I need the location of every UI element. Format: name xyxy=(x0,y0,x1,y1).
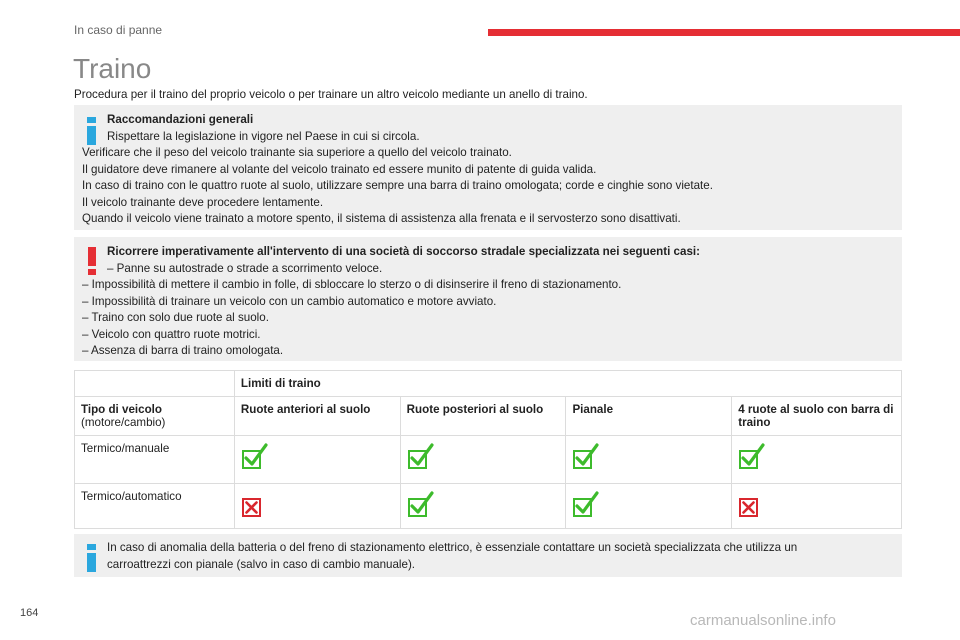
check-icon xyxy=(738,443,766,471)
warning-item: – Impossibilità di mettere il cambio in folle, di sbloccare lo sterzo o di disinserire il freno di stazionamento. xyxy=(82,278,622,291)
recommendation-line: In caso di traino con le quattro ruote al suolo, utilizzare sempre una barra di traino omologata; corde e cinghie sono vietate. xyxy=(82,179,713,192)
table-row xyxy=(75,484,902,529)
table-cell xyxy=(732,436,902,484)
watermark: carmanualsonline.info xyxy=(690,612,836,629)
warning-heading: Ricorrere imperativamente all'intervento di una società di soccorso stradale specializzata nei seguenti casi: xyxy=(107,245,700,258)
check-icon xyxy=(241,443,269,471)
intro-text: Procedura per il traino del proprio veicolo o per trainare un altro veicolo mediante un anello di traino. xyxy=(74,88,588,101)
table-cell xyxy=(732,484,902,529)
battery-note-line: In caso di anomalia della batteria o del freno di stazionamento elettrico, è essenziale contattare un società specializzata che utilizza un xyxy=(107,541,798,554)
row-label: Termico/manuale xyxy=(75,436,235,484)
page-number: 164 xyxy=(20,607,39,619)
table-cell xyxy=(234,484,400,529)
table-group-header: Limiti di traino xyxy=(234,371,901,397)
table-cell xyxy=(400,484,566,529)
recommendation-line: Il veicolo trainante deve procedere lentamente. xyxy=(82,195,324,209)
vehicle-type-sublabel: (motore/cambio) xyxy=(81,416,166,429)
warning-item: – Panne su autostrade o strade a scorrimento veloce. xyxy=(107,261,383,275)
recommendation-line: Quando il veicolo viene trainato a motore spento, il sistema di assistenza alla frenata e il servosterzo sono disattivati. xyxy=(82,212,681,225)
recommendations-heading: Raccomandazioni generali xyxy=(107,113,254,126)
table-row xyxy=(75,436,902,484)
cross-icon xyxy=(241,491,269,519)
check-icon xyxy=(407,491,435,519)
cross-icon xyxy=(738,491,766,519)
table-cell xyxy=(400,436,566,484)
towing-limits-table xyxy=(74,370,902,529)
warning-item: – Veicolo con quattro ruote motrici. xyxy=(82,327,261,341)
vehicle-type-header xyxy=(75,397,235,436)
table-corner-cell xyxy=(75,371,235,397)
column-header: Ruote anteriori al suolo xyxy=(234,397,400,436)
header-accent-bar xyxy=(488,29,960,36)
battery-note-line: carroattrezzi con pianale (salvo in caso di cambio manuale). xyxy=(107,557,416,571)
column-header: Pianale xyxy=(566,397,732,436)
table-cell xyxy=(566,436,732,484)
column-header: Ruote posteriori al suolo xyxy=(400,397,566,436)
warning-box xyxy=(74,237,902,361)
section-header: In caso di panne xyxy=(74,23,163,37)
recommendations-box xyxy=(74,105,902,230)
column-header: 4 ruote al suolo con barra di traino xyxy=(732,397,902,436)
table-cell xyxy=(234,436,400,484)
warning-item: – Assenza di barra di traino omologata. xyxy=(82,344,284,357)
row-label: Termico/automatico xyxy=(75,484,235,529)
page-title: Traino xyxy=(73,53,152,84)
check-icon xyxy=(572,443,600,471)
recommendation-line: Rispettare la legislazione in vigore nel Paese in cui si circola. xyxy=(107,129,420,143)
recommendation-line: Il guidatore deve rimanere al volante del veicolo trainato ed essere munito di patente di guida valida. xyxy=(82,162,597,176)
battery-note-box xyxy=(74,534,902,577)
check-icon xyxy=(572,491,600,519)
recommendation-line: Verificare che il peso del veicolo trainante sia superiore a quello del veicolo trainato. xyxy=(82,146,512,159)
check-icon xyxy=(407,443,435,471)
warning-item: – Traino con solo due ruote al suolo. xyxy=(82,311,269,324)
vehicle-type-label: Tipo di veicolo xyxy=(81,403,162,416)
table-cell xyxy=(566,484,732,529)
warning-item: – Impossibilità di trainare un veicolo con un cambio automatico e motore avviato. xyxy=(82,294,497,308)
